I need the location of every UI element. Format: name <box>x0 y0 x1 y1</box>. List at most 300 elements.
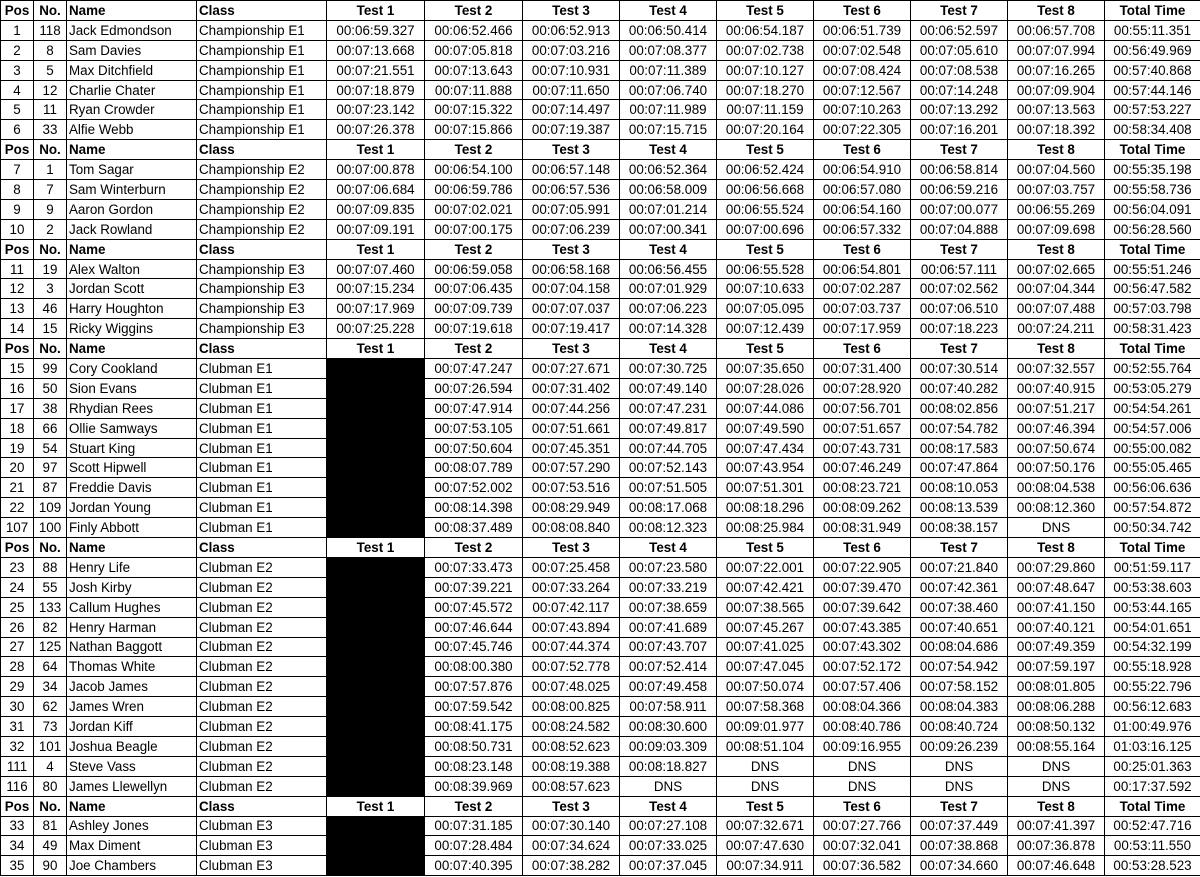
cell-test-1: 00:07:06.684 <box>327 180 425 200</box>
cell-test-6: 00:08:40.786 <box>814 717 911 737</box>
cell-test-7: 00:08:04.686 <box>911 637 1008 657</box>
cell-class: Clubman E2 <box>197 617 327 637</box>
cell-name: Steve Vass <box>67 756 197 776</box>
cell-no: 97 <box>34 458 67 478</box>
cell-total-time: 00:53:11.550 <box>1105 836 1200 856</box>
header-test-7: Test 7 <box>911 538 1008 558</box>
cell-test-2: 00:07:05.818 <box>425 40 523 60</box>
cell-pos: 29 <box>1 677 34 697</box>
header-class: Class <box>197 339 327 359</box>
cell-test-4: 00:06:52.364 <box>620 160 717 180</box>
cell-test-6: 00:08:31.949 <box>814 518 911 538</box>
cell-test-6: DNS <box>814 776 911 796</box>
cell-total-time: 00:57:40.868 <box>1105 60 1200 80</box>
cell-no: 125 <box>34 637 67 657</box>
cell-test-8: 00:06:55.269 <box>1008 199 1105 219</box>
cell-test-8: 00:07:48.647 <box>1008 577 1105 597</box>
cell-test-6: 00:07:02.548 <box>814 40 911 60</box>
cell-name: Harry Houghton <box>67 299 197 319</box>
table-row <box>1 120 1200 140</box>
cell-test-4: 00:07:49.140 <box>620 378 717 398</box>
cell-total-time: 01:03:16.125 <box>1105 736 1200 756</box>
cell-class: Championship E1 <box>197 60 327 80</box>
header-test-6: Test 6 <box>814 140 911 160</box>
cell-test-2: 00:08:00.380 <box>425 657 523 677</box>
cell-total-time: 00:55:58.736 <box>1105 180 1200 200</box>
header-no: No. <box>34 239 67 259</box>
cell-name: Jacob James <box>67 677 197 697</box>
cell-no: 99 <box>34 359 67 379</box>
cell-test-8: 00:07:51.217 <box>1008 398 1105 418</box>
header-test-2: Test 2 <box>425 239 523 259</box>
cell-test-2: 00:07:50.604 <box>425 438 523 458</box>
cell-test-3: 00:07:06.239 <box>523 219 620 239</box>
cell-test-2: 00:07:40.395 <box>425 856 523 876</box>
cell-test-6: 00:07:51.657 <box>814 418 911 438</box>
cell-name: Thomas White <box>67 657 197 677</box>
cell-class: Clubman E1 <box>197 418 327 438</box>
cell-pos: 19 <box>1 438 34 458</box>
blacked-out-cell <box>327 458 425 478</box>
cell-test-4: 00:07:01.214 <box>620 199 717 219</box>
cell-test-8: 00:08:50.132 <box>1008 717 1105 737</box>
cell-no: 87 <box>34 478 67 498</box>
cell-total-time: 01:00:49.976 <box>1105 717 1200 737</box>
cell-test-8: 00:08:04.538 <box>1008 478 1105 498</box>
cell-name: Sion Evans <box>67 378 197 398</box>
cell-test-5: 00:07:58.368 <box>717 697 814 717</box>
blacked-out-cell <box>327 617 425 637</box>
cell-pos: 116 <box>1 776 34 796</box>
table-row <box>1 856 1200 876</box>
cell-test-8: 00:07:18.392 <box>1008 120 1105 140</box>
cell-pos: 21 <box>1 478 34 498</box>
cell-name: James Llewellyn <box>67 776 197 796</box>
cell-name: Nathan Baggott <box>67 637 197 657</box>
cell-class: Clubman E2 <box>197 597 327 617</box>
header-test-5: Test 5 <box>717 339 814 359</box>
blacked-out-cell <box>327 478 425 498</box>
cell-total-time: 00:52:55.764 <box>1105 359 1200 379</box>
cell-class: Championship E1 <box>197 100 327 120</box>
cell-test-8: 00:07:59.197 <box>1008 657 1105 677</box>
table-row <box>1 836 1200 856</box>
cell-no: 7 <box>34 180 67 200</box>
cell-test-7: 00:07:38.460 <box>911 597 1008 617</box>
cell-test-3: 00:07:52.778 <box>523 657 620 677</box>
cell-no: 81 <box>34 816 67 836</box>
blacked-out-cell <box>327 697 425 717</box>
cell-test-6: 00:06:51.739 <box>814 20 911 40</box>
header-class: Class <box>197 796 327 816</box>
cell-total-time: 00:55:35.198 <box>1105 160 1200 180</box>
cell-test-6: 00:08:04.366 <box>814 697 911 717</box>
table-row <box>1 180 1200 200</box>
cell-test-2: 00:08:39.969 <box>425 776 523 796</box>
cell-no: 34 <box>34 677 67 697</box>
cell-test-4: 00:07:38.659 <box>620 597 717 617</box>
cell-test-4: 00:07:33.219 <box>620 577 717 597</box>
cell-test-8: 00:07:04.560 <box>1008 160 1105 180</box>
cell-total-time: 00:56:06.636 <box>1105 478 1200 498</box>
cell-name: Jordan Kiff <box>67 717 197 737</box>
cell-class: Clubman E2 <box>197 776 327 796</box>
header-name: Name <box>67 538 197 558</box>
cell-name: Joe Chambers <box>67 856 197 876</box>
cell-name: Jack Rowland <box>67 219 197 239</box>
header-row <box>1 796 1200 816</box>
blacked-out-cell <box>327 557 425 577</box>
table-row <box>1 478 1200 498</box>
cell-class: Clubman E2 <box>197 697 327 717</box>
cell-test-7: 00:08:04.383 <box>911 697 1008 717</box>
cell-test-8: 00:07:49.359 <box>1008 637 1105 657</box>
cell-test-8: 00:07:32.557 <box>1008 359 1105 379</box>
cell-test-3: 00:06:52.913 <box>523 20 620 40</box>
cell-no: 109 <box>34 498 67 518</box>
header-total-time: Total Time <box>1105 339 1200 359</box>
cell-name: Aaron Gordon <box>67 199 197 219</box>
blacked-out-cell <box>327 438 425 458</box>
header-test-6: Test 6 <box>814 1 911 21</box>
header-no: No. <box>34 339 67 359</box>
cell-total-time: 00:54:57.006 <box>1105 418 1200 438</box>
cell-test-3: 00:07:04.158 <box>523 279 620 299</box>
header-test-1: Test 1 <box>327 239 425 259</box>
cell-test-8: 00:08:06.288 <box>1008 697 1105 717</box>
cell-pos: 15 <box>1 359 34 379</box>
blacked-out-cell <box>327 717 425 737</box>
table-row <box>1 160 1200 180</box>
cell-test-2: 00:07:33.473 <box>425 557 523 577</box>
cell-test-3: 00:08:57.623 <box>523 776 620 796</box>
cell-pos: 32 <box>1 736 34 756</box>
cell-test-7: 00:07:14.248 <box>911 80 1008 100</box>
cell-test-6: 00:07:43.385 <box>814 617 911 637</box>
cell-test-2: 00:07:26.594 <box>425 378 523 398</box>
cell-test-6: 00:06:57.332 <box>814 219 911 239</box>
cell-test-6: 00:07:32.041 <box>814 836 911 856</box>
cell-test-2: 00:07:00.175 <box>425 219 523 239</box>
cell-test-6: 00:06:54.801 <box>814 259 911 279</box>
cell-test-8: 00:07:40.121 <box>1008 617 1105 637</box>
cell-test-2: 00:07:09.739 <box>425 299 523 319</box>
cell-no: 5 <box>34 60 67 80</box>
cell-test-4: 00:07:06.740 <box>620 80 717 100</box>
cell-test-3: 00:07:19.387 <box>523 120 620 140</box>
cell-name: Callum Hughes <box>67 597 197 617</box>
cell-test-4: 00:07:33.025 <box>620 836 717 856</box>
header-row <box>1 140 1200 160</box>
results-body <box>1 1 1200 876</box>
cell-test-2: 00:06:59.786 <box>425 180 523 200</box>
cell-test-5: 00:08:51.104 <box>717 736 814 756</box>
blacked-out-cell <box>327 359 425 379</box>
cell-test-8: 00:08:01.805 <box>1008 677 1105 697</box>
cell-test-2: 00:07:46.644 <box>425 617 523 637</box>
cell-test-2: 00:07:39.221 <box>425 577 523 597</box>
cell-no: 101 <box>34 736 67 756</box>
cell-name: Sam Davies <box>67 40 197 60</box>
cell-total-time: 00:52:47.716 <box>1105 816 1200 836</box>
cell-test-8: 00:08:55.164 <box>1008 736 1105 756</box>
cell-test-7: 00:07:21.840 <box>911 557 1008 577</box>
cell-test-3: 00:07:42.117 <box>523 597 620 617</box>
cell-class: Clubman E1 <box>197 398 327 418</box>
cell-test-5: 00:06:56.668 <box>717 180 814 200</box>
cell-test-4: 00:07:27.108 <box>620 816 717 836</box>
cell-name: Jordan Young <box>67 498 197 518</box>
cell-test-6: DNS <box>814 756 911 776</box>
cell-test-8: DNS <box>1008 756 1105 776</box>
cell-test-3: 00:06:57.536 <box>523 180 620 200</box>
cell-test-3: 00:07:53.516 <box>523 478 620 498</box>
cell-test-6: 00:07:10.263 <box>814 100 911 120</box>
table-row <box>1 219 1200 239</box>
cell-test-8: 00:07:04.344 <box>1008 279 1105 299</box>
header-test-5: Test 5 <box>717 796 814 816</box>
cell-test-2: 00:07:59.542 <box>425 697 523 717</box>
cell-class: Clubman E1 <box>197 518 327 538</box>
cell-test-5: 00:07:50.074 <box>717 677 814 697</box>
cell-test-7: 00:09:26.239 <box>911 736 1008 756</box>
cell-pos: 107 <box>1 518 34 538</box>
header-test-3: Test 3 <box>523 339 620 359</box>
table-row <box>1 498 1200 518</box>
cell-test-8: 00:07:41.397 <box>1008 816 1105 836</box>
cell-class: Clubman E2 <box>197 557 327 577</box>
cell-test-6: 00:07:39.642 <box>814 597 911 617</box>
cell-no: 8 <box>34 40 67 60</box>
header-test-1: Test 1 <box>327 538 425 558</box>
cell-test-5: 00:07:41.025 <box>717 637 814 657</box>
cell-test-4: 00:08:30.600 <box>620 717 717 737</box>
table-row <box>1 677 1200 697</box>
cell-class: Clubman E3 <box>197 816 327 836</box>
cell-no: 55 <box>34 577 67 597</box>
cell-test-7: 00:07:02.562 <box>911 279 1008 299</box>
cell-test-2: 00:08:50.731 <box>425 736 523 756</box>
header-test-3: Test 3 <box>523 1 620 21</box>
cell-test-7: 00:06:57.111 <box>911 259 1008 279</box>
cell-test-5: 00:07:18.270 <box>717 80 814 100</box>
header-test-1: Test 1 <box>327 140 425 160</box>
cell-test-5: 00:07:44.086 <box>717 398 814 418</box>
header-name: Name <box>67 1 197 21</box>
header-test-6: Test 6 <box>814 239 911 259</box>
cell-total-time: 00:55:11.351 <box>1105 20 1200 40</box>
cell-test-8: 00:07:40.915 <box>1008 378 1105 398</box>
cell-test-4: 00:07:01.929 <box>620 279 717 299</box>
blacked-out-cell <box>327 756 425 776</box>
table-row <box>1 259 1200 279</box>
cell-test-3: 00:08:29.949 <box>523 498 620 518</box>
cell-test-4: 00:07:11.989 <box>620 100 717 120</box>
table-row <box>1 319 1200 339</box>
header-class: Class <box>197 239 327 259</box>
cell-pos: 18 <box>1 418 34 438</box>
cell-no: 118 <box>34 20 67 40</box>
cell-test-6: 00:07:22.305 <box>814 120 911 140</box>
cell-test-3: 00:07:44.374 <box>523 637 620 657</box>
cell-test-2: 00:07:45.572 <box>425 597 523 617</box>
cell-test-4: 00:07:49.458 <box>620 677 717 697</box>
cell-test-3: 00:07:43.894 <box>523 617 620 637</box>
cell-test-1: 00:07:00.878 <box>327 160 425 180</box>
cell-pos: 9 <box>1 199 34 219</box>
header-test-1: Test 1 <box>327 1 425 21</box>
cell-test-7: 00:08:38.157 <box>911 518 1008 538</box>
cell-test-8: 00:07:36.878 <box>1008 836 1105 856</box>
cell-class: Championship E3 <box>197 259 327 279</box>
header-name: Name <box>67 796 197 816</box>
cell-no: 15 <box>34 319 67 339</box>
cell-no: 90 <box>34 856 67 876</box>
cell-test-2: 00:07:47.914 <box>425 398 523 418</box>
cell-test-1: 00:07:17.969 <box>327 299 425 319</box>
cell-test-7: 00:07:37.449 <box>911 816 1008 836</box>
cell-test-1: 00:07:13.668 <box>327 40 425 60</box>
header-test-5: Test 5 <box>717 1 814 21</box>
table-row <box>1 637 1200 657</box>
cell-test-3: 00:07:07.037 <box>523 299 620 319</box>
cell-test-6: 00:07:52.172 <box>814 657 911 677</box>
header-test-1: Test 1 <box>327 339 425 359</box>
cell-no: 1 <box>34 160 67 180</box>
cell-pos: 11 <box>1 259 34 279</box>
table-row <box>1 100 1200 120</box>
header-test-2: Test 2 <box>425 538 523 558</box>
cell-total-time: 00:57:53.227 <box>1105 100 1200 120</box>
cell-no: 4 <box>34 756 67 776</box>
cell-test-2: 00:08:14.398 <box>425 498 523 518</box>
cell-test-7: 00:08:40.724 <box>911 717 1008 737</box>
cell-test-5: 00:08:18.296 <box>717 498 814 518</box>
header-test-6: Test 6 <box>814 538 911 558</box>
header-test-3: Test 3 <box>523 538 620 558</box>
blacked-out-cell <box>327 418 425 438</box>
cell-test-4: 00:07:30.725 <box>620 359 717 379</box>
header-class: Class <box>197 538 327 558</box>
header-pos: Pos <box>1 239 34 259</box>
cell-test-4: 00:07:49.817 <box>620 418 717 438</box>
cell-test-1: 00:07:25.228 <box>327 319 425 339</box>
cell-test-8: DNS <box>1008 518 1105 538</box>
cell-no: 19 <box>34 259 67 279</box>
header-test-4: Test 4 <box>620 239 717 259</box>
cell-class: Clubman E2 <box>197 756 327 776</box>
cell-test-5: DNS <box>717 756 814 776</box>
blacked-out-cell <box>327 498 425 518</box>
cell-total-time: 00:58:31.423 <box>1105 319 1200 339</box>
cell-test-3: 00:08:00.825 <box>523 697 620 717</box>
cell-test-6: 00:07:02.287 <box>814 279 911 299</box>
cell-test-4: 00:07:44.705 <box>620 438 717 458</box>
header-pos: Pos <box>1 1 34 21</box>
cell-pos: 24 <box>1 577 34 597</box>
cell-no: 73 <box>34 717 67 737</box>
cell-test-2: 00:07:06.435 <box>425 279 523 299</box>
cell-no: 2 <box>34 219 67 239</box>
cell-test-4: 00:07:08.377 <box>620 40 717 60</box>
cell-test-8: 00:07:02.665 <box>1008 259 1105 279</box>
cell-test-2: 00:07:19.618 <box>425 319 523 339</box>
cell-name: Finly Abbott <box>67 518 197 538</box>
cell-test-4: 00:07:52.414 <box>620 657 717 677</box>
cell-test-2: 00:07:53.105 <box>425 418 523 438</box>
cell-class: Clubman E1 <box>197 498 327 518</box>
cell-test-5: 00:07:35.650 <box>717 359 814 379</box>
header-test-2: Test 2 <box>425 796 523 816</box>
cell-no: 88 <box>34 557 67 577</box>
cell-test-4: 00:07:51.505 <box>620 478 717 498</box>
cell-test-8: 00:07:07.488 <box>1008 299 1105 319</box>
cell-pos: 6 <box>1 120 34 140</box>
table-row <box>1 557 1200 577</box>
cell-test-7: 00:06:52.597 <box>911 20 1008 40</box>
cell-test-7: 00:08:10.053 <box>911 478 1008 498</box>
cell-pos: 35 <box>1 856 34 876</box>
cell-no: 50 <box>34 378 67 398</box>
cell-pos: 2 <box>1 40 34 60</box>
cell-class: Championship E3 <box>197 299 327 319</box>
cell-test-5: 00:07:47.045 <box>717 657 814 677</box>
cell-test-1: 00:07:18.879 <box>327 80 425 100</box>
cell-test-3: 00:07:48.025 <box>523 677 620 697</box>
cell-name: Alfie Webb <box>67 120 197 140</box>
header-row <box>1 239 1200 259</box>
cell-test-5: 00:06:52.424 <box>717 160 814 180</box>
cell-name: Ollie Samways <box>67 418 197 438</box>
cell-test-4: 00:07:41.689 <box>620 617 717 637</box>
blacked-out-cell <box>327 657 425 677</box>
table-row <box>1 40 1200 60</box>
cell-test-5: 00:06:55.528 <box>717 259 814 279</box>
cell-test-8: 00:07:09.698 <box>1008 219 1105 239</box>
cell-test-4: DNS <box>620 776 717 796</box>
table-row <box>1 299 1200 319</box>
cell-name: Max Ditchfield <box>67 60 197 80</box>
cell-test-1: 00:07:09.191 <box>327 219 425 239</box>
header-test-6: Test 6 <box>814 796 911 816</box>
cell-total-time: 00:57:44.146 <box>1105 80 1200 100</box>
header-test-7: Test 7 <box>911 239 1008 259</box>
cell-test-6: 00:07:17.959 <box>814 319 911 339</box>
header-test-2: Test 2 <box>425 140 523 160</box>
header-test-8: Test 8 <box>1008 796 1105 816</box>
cell-pos: 7 <box>1 160 34 180</box>
cell-test-3: 00:07:51.661 <box>523 418 620 438</box>
table-row <box>1 756 1200 776</box>
cell-test-8: 00:07:50.176 <box>1008 458 1105 478</box>
cell-class: Clubman E3 <box>197 836 327 856</box>
table-row <box>1 657 1200 677</box>
cell-test-6: 00:08:23.721 <box>814 478 911 498</box>
cell-test-5: 00:07:10.633 <box>717 279 814 299</box>
cell-class: Clubman E1 <box>197 438 327 458</box>
cell-test-3: 00:07:05.991 <box>523 199 620 219</box>
cell-test-3: 00:07:33.264 <box>523 577 620 597</box>
cell-test-5: 00:07:28.026 <box>717 378 814 398</box>
cell-test-3: 00:08:08.840 <box>523 518 620 538</box>
header-row <box>1 538 1200 558</box>
cell-test-6: 00:08:09.262 <box>814 498 911 518</box>
cell-pos: 111 <box>1 756 34 776</box>
cell-test-6: 00:07:56.701 <box>814 398 911 418</box>
header-row <box>1 339 1200 359</box>
cell-test-7: DNS <box>911 776 1008 796</box>
blacked-out-cell <box>327 597 425 617</box>
